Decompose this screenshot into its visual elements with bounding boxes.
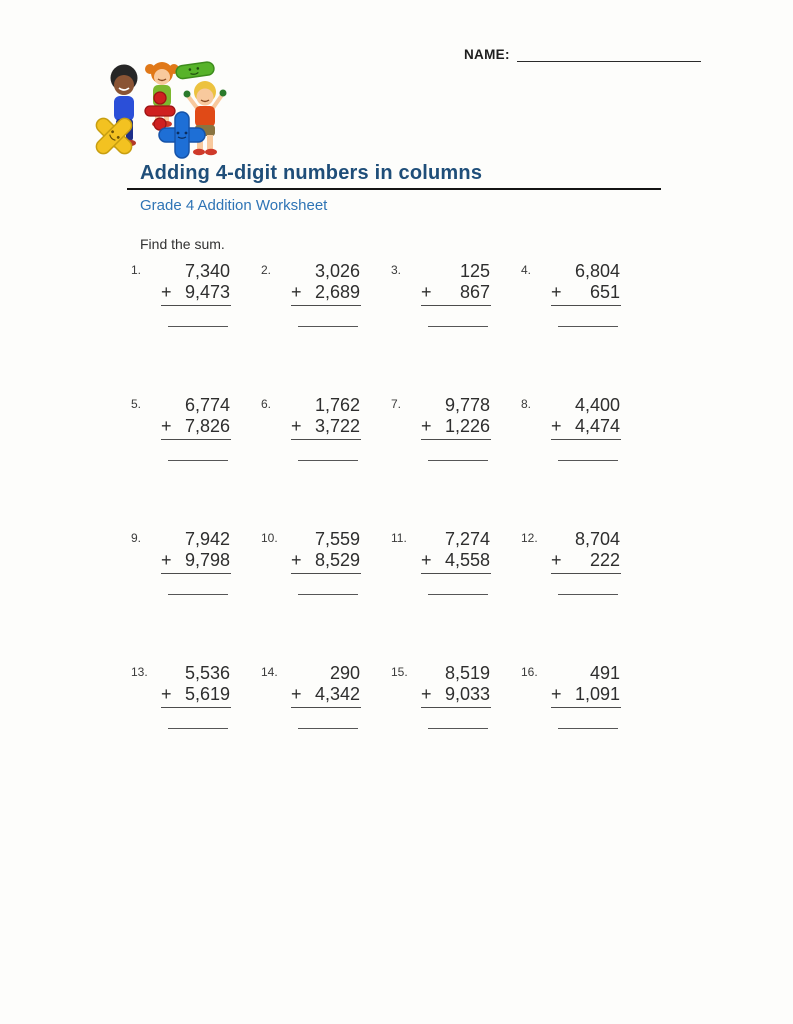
bottom-addend: 7,826 bbox=[184, 416, 230, 436]
problem bbox=[261, 261, 391, 357]
answer-blank[interactable] bbox=[558, 460, 618, 461]
bottom-addend: 4,558 bbox=[444, 550, 490, 570]
bottom-addend: 9,798 bbox=[184, 550, 230, 570]
problems-grid bbox=[131, 261, 651, 759]
plus-operator: + bbox=[421, 282, 432, 302]
problem bbox=[521, 529, 651, 625]
problem-body bbox=[161, 261, 231, 357]
answer-blank[interactable] bbox=[168, 326, 228, 327]
name-row bbox=[464, 46, 701, 62]
problem-body bbox=[421, 663, 491, 759]
bottom-addend: 9,033 bbox=[444, 684, 490, 704]
addition-row bbox=[291, 684, 361, 708]
problem-body bbox=[551, 395, 621, 491]
top-addend: 7,942 bbox=[184, 529, 230, 549]
problem-number: 11. bbox=[391, 531, 407, 545]
plus-operator: + bbox=[551, 282, 562, 302]
top-addend: 9,778 bbox=[444, 395, 490, 415]
bottom-addend: 8,529 bbox=[314, 550, 360, 570]
addition-row bbox=[161, 282, 231, 306]
problem-body bbox=[551, 529, 621, 625]
plus-operator: + bbox=[161, 416, 172, 436]
problem-number: 3. bbox=[391, 263, 402, 277]
problem-body bbox=[421, 395, 491, 491]
problem bbox=[391, 395, 521, 491]
plus-operator: + bbox=[291, 282, 302, 302]
problem-number: 15. bbox=[391, 665, 408, 679]
bottom-addend: 4,474 bbox=[574, 416, 620, 436]
answer-blank[interactable] bbox=[428, 728, 488, 729]
top-addend: 4,400 bbox=[574, 395, 620, 415]
addition-row bbox=[291, 282, 361, 306]
instruction-text: Find the sum. bbox=[140, 236, 225, 252]
plus-operator: + bbox=[551, 684, 562, 704]
plus-operator: + bbox=[161, 550, 172, 570]
bottom-addend: 9,473 bbox=[184, 282, 230, 302]
title-underline bbox=[127, 188, 661, 190]
top-addend: 491 bbox=[589, 663, 620, 683]
worksheet-subtitle: Grade 4 Addition Worksheet bbox=[140, 197, 328, 214]
answer-blank[interactable] bbox=[428, 326, 488, 327]
addition-row bbox=[161, 550, 231, 574]
kid-right bbox=[184, 81, 227, 155]
bottom-addend: 2,689 bbox=[314, 282, 360, 302]
plus-operator: + bbox=[421, 684, 432, 704]
answer-blank[interactable] bbox=[168, 594, 228, 595]
problem bbox=[261, 395, 391, 491]
problem bbox=[131, 663, 261, 759]
problem-number: 9. bbox=[131, 531, 142, 545]
top-addend: 8,519 bbox=[444, 663, 490, 683]
problem-body bbox=[291, 261, 361, 357]
problem-body bbox=[421, 529, 491, 625]
top-addend: 5,536 bbox=[184, 663, 230, 683]
problem bbox=[391, 261, 521, 357]
answer-blank[interactable] bbox=[298, 460, 358, 461]
problem-body bbox=[161, 663, 231, 759]
answer-blank[interactable] bbox=[428, 594, 488, 595]
addition-row bbox=[291, 550, 361, 574]
addition-row bbox=[291, 416, 361, 440]
problem-body bbox=[161, 395, 231, 491]
plus-operator: + bbox=[551, 550, 562, 570]
problem-number: 8. bbox=[521, 397, 532, 411]
top-addend: 7,340 bbox=[184, 261, 230, 281]
worksheet-title: Adding 4-digit numbers in columns bbox=[140, 162, 483, 184]
answer-blank[interactable] bbox=[168, 460, 228, 461]
answer-blank[interactable] bbox=[558, 594, 618, 595]
plus-operator: + bbox=[291, 684, 302, 704]
problem-body bbox=[291, 663, 361, 759]
kids-math-clipart bbox=[84, 56, 238, 164]
addition-row bbox=[551, 416, 621, 440]
top-addend: 1,762 bbox=[314, 395, 360, 415]
bottom-addend: 867 bbox=[459, 282, 490, 302]
answer-blank[interactable] bbox=[428, 460, 488, 461]
addition-row bbox=[421, 684, 491, 708]
answer-blank[interactable] bbox=[298, 326, 358, 327]
top-addend: 8,704 bbox=[574, 529, 620, 549]
problem-number: 10. bbox=[261, 531, 278, 545]
addition-row bbox=[551, 282, 621, 306]
bottom-addend: 651 bbox=[589, 282, 620, 302]
addition-row bbox=[551, 550, 621, 574]
plus-operator: + bbox=[421, 416, 432, 436]
addition-row bbox=[421, 416, 491, 440]
addition-row bbox=[161, 416, 231, 440]
top-addend: 7,274 bbox=[444, 529, 490, 549]
problem-number: 14. bbox=[261, 665, 278, 679]
problem bbox=[391, 663, 521, 759]
problem bbox=[261, 529, 391, 625]
problem-number: 5. bbox=[131, 397, 142, 411]
problem-number: 13. bbox=[131, 665, 148, 679]
problem-number: 16. bbox=[521, 665, 538, 679]
problem-body bbox=[291, 395, 361, 491]
bottom-addend: 222 bbox=[589, 550, 620, 570]
answer-blank[interactable] bbox=[558, 326, 618, 327]
answer-blank[interactable] bbox=[168, 728, 228, 729]
problem bbox=[261, 663, 391, 759]
addition-row bbox=[551, 684, 621, 708]
problem-body bbox=[551, 663, 621, 759]
top-addend: 6,804 bbox=[574, 261, 620, 281]
problem-number: 7. bbox=[391, 397, 402, 411]
top-addend: 6,774 bbox=[184, 395, 230, 415]
top-addend: 7,559 bbox=[314, 529, 360, 549]
top-addend: 3,026 bbox=[314, 261, 360, 281]
top-addend: 125 bbox=[459, 261, 490, 281]
top-addend: 290 bbox=[329, 663, 360, 683]
plus-operator: + bbox=[161, 684, 172, 704]
answer-blank[interactable] bbox=[298, 594, 358, 595]
problem-number: 12. bbox=[521, 531, 538, 545]
name-label: NAME: bbox=[464, 47, 510, 62]
bottom-addend: 1,226 bbox=[444, 416, 490, 436]
plus-operator: + bbox=[551, 416, 562, 436]
problem bbox=[521, 261, 651, 357]
problem-number: 4. bbox=[521, 263, 532, 277]
answer-blank[interactable] bbox=[298, 728, 358, 729]
problem-body bbox=[291, 529, 361, 625]
problem-body bbox=[551, 261, 621, 357]
problem bbox=[521, 395, 651, 491]
problem bbox=[131, 261, 261, 357]
bottom-addend: 5,619 bbox=[184, 684, 230, 704]
minus-symbol-icon bbox=[175, 61, 214, 79]
answer-blank[interactable] bbox=[558, 728, 618, 729]
addition-row bbox=[421, 550, 491, 574]
bottom-addend: 1,091 bbox=[574, 684, 620, 704]
problem-body bbox=[161, 529, 231, 625]
addition-row bbox=[161, 684, 231, 708]
plus-operator: + bbox=[291, 550, 302, 570]
problem bbox=[521, 663, 651, 759]
problem-number: 6. bbox=[261, 397, 272, 411]
plus-operator: + bbox=[291, 416, 302, 436]
kids-math-illustration bbox=[84, 56, 238, 164]
problem bbox=[391, 529, 521, 625]
problem-number: 2. bbox=[261, 263, 272, 277]
plus-operator: + bbox=[421, 550, 432, 570]
problem-number: 1. bbox=[131, 263, 142, 277]
plus-operator: + bbox=[161, 282, 172, 302]
problem bbox=[131, 529, 261, 625]
addition-row bbox=[421, 282, 491, 306]
title-block bbox=[127, 162, 661, 214]
bottom-addend: 4,342 bbox=[314, 684, 360, 704]
name-fill-line[interactable] bbox=[517, 46, 701, 62]
bottom-addend: 3,722 bbox=[314, 416, 360, 436]
problem bbox=[131, 395, 261, 491]
problem-body bbox=[421, 261, 491, 357]
